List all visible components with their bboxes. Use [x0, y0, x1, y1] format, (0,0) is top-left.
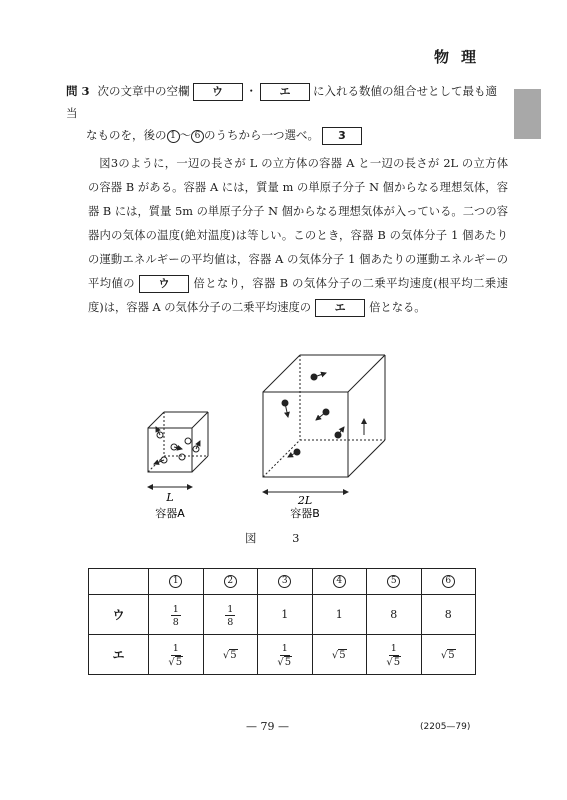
container-a-length-label: L: [166, 491, 174, 504]
option-1-marker: 1: [169, 575, 182, 588]
cell-u-5: 8: [367, 595, 422, 635]
container-b-molecules: [282, 373, 364, 457]
blank-separator: ・: [245, 84, 258, 98]
header-option-6: [421, 569, 476, 595]
page-number: — 79 —: [246, 720, 289, 733]
option-first-marker: 1: [167, 130, 180, 143]
cell-u-2-numerator: 1: [227, 603, 234, 615]
radicand: 5: [175, 656, 183, 668]
blank-u: ウ: [193, 83, 243, 101]
header-option-2: [203, 569, 258, 595]
paragraph-text-a: 図3のように，一辺の長さが L の立方体の容器 A と一辺の長さが 2L の立方体の容器 B がある。容器 A には，質量 m の単原子分子 N 個からなる理想気体，容器 B には，質量 5m の単原子分子 N 個からなる理想気体が入っている。二つの容器内の気体の温度(絶対温度)は等しい。このとき，容器 B の気体分子 1 個あたりの運動エネルギーの平均値は，容器 A の気体分子 1 個あたりの運動エネルギーの平均値の: [88, 157, 508, 290]
radicand: 5: [448, 650, 455, 661]
container-a-molecules: [154, 427, 200, 464]
option-5-marker: 5: [387, 575, 400, 588]
answer-options-table: [88, 568, 476, 675]
cube-containers-figure: [130, 345, 430, 545]
question-prompt: [66, 80, 506, 146]
cell-u-6: 8: [421, 595, 476, 635]
sqrt-sign: √: [386, 656, 393, 668]
option-3-marker: 3: [278, 575, 291, 588]
answer-number-box: 3: [322, 127, 362, 145]
prompt-text-2: に入れる数値の組合せとして最も適当: [66, 84, 498, 120]
prompt-line-2: [66, 124, 506, 146]
cell-e-5-numerator: 1: [390, 643, 397, 655]
sqrt-sign: √: [222, 650, 230, 661]
cell-u-1-denominator: 8: [172, 617, 179, 628]
cell-u-2: [203, 595, 258, 635]
cell-e-3-numerator: 1: [281, 643, 288, 655]
sqrt-sign: √: [331, 650, 339, 661]
radicand: 5: [284, 656, 292, 668]
cell-e-3-denominator: [277, 656, 292, 668]
header-option-1: [149, 569, 204, 595]
header-option-3: [258, 569, 313, 595]
container-b-length-label: 2L: [297, 494, 313, 507]
sqrt-sign: √: [440, 650, 448, 661]
prompt-text-1: 次の文章中の空欄: [97, 84, 190, 98]
row-label-u: ウ: [89, 595, 149, 635]
cell-e-5: [367, 635, 422, 675]
table-header-row: [89, 569, 476, 595]
blank-e: エ: [260, 83, 310, 101]
prompt-text-4: のうちから一つ選べ。: [204, 128, 319, 142]
cell-e-1-denominator: [168, 656, 183, 668]
option-last-marker: 6: [191, 130, 204, 143]
cell-e-6: [421, 635, 476, 675]
cell-e-2: [203, 635, 258, 675]
prompt-text-3: なものを，後の: [86, 128, 167, 142]
radicand: 5: [339, 650, 346, 661]
container-a-name: 容器A: [155, 507, 185, 520]
problem-paragraph: [88, 152, 508, 320]
sqrt-sign: √: [168, 656, 175, 668]
paragraph-text-b: 倍となり，容器 B の気体分子の二乗平均速度(根平均二乗速度)は，容器 A の気体分子の二乗平均速度の: [88, 277, 508, 314]
section-tab-marker: [514, 89, 541, 139]
figure-caption: 図 3: [245, 531, 316, 545]
paragraph-text-c: 倍となる。: [369, 301, 426, 314]
option-6-marker: 6: [442, 575, 455, 588]
cell-e-5-denominator: [386, 656, 401, 668]
header-empty-cell: [89, 569, 149, 595]
cell-e-3: [258, 635, 313, 675]
page-code: (2205—79): [420, 722, 471, 732]
cell-e-1-numerator: 1: [172, 643, 179, 655]
option-2-marker: 2: [224, 575, 237, 588]
radicand: 5: [393, 656, 401, 668]
cell-e-4: [312, 635, 367, 675]
header-option-5: [367, 569, 422, 595]
container-b-name: 容器B: [290, 507, 320, 520]
paragraph-blank-u: ウ: [139, 275, 189, 293]
radicand: 5: [230, 650, 237, 661]
header-option-4: [312, 569, 367, 595]
cell-u-1-numerator: 1: [172, 603, 179, 615]
tilde: 〜: [179, 128, 191, 142]
cell-u-1: [149, 595, 204, 635]
sqrt-sign: √: [277, 656, 284, 668]
question-number: 問 3: [66, 84, 90, 98]
cell-u-3: 1: [258, 595, 313, 635]
subject-header: 物理: [434, 48, 489, 66]
cell-e-1: [149, 635, 204, 675]
cell-u-4: 1: [312, 595, 367, 635]
cell-u-2-denominator: 8: [227, 617, 234, 628]
paragraph-blank-e: エ: [315, 299, 365, 317]
table-row-u: [89, 595, 476, 635]
row-label-e: エ: [89, 635, 149, 675]
option-4-marker: 4: [333, 575, 346, 588]
table-row-e: [89, 635, 476, 675]
